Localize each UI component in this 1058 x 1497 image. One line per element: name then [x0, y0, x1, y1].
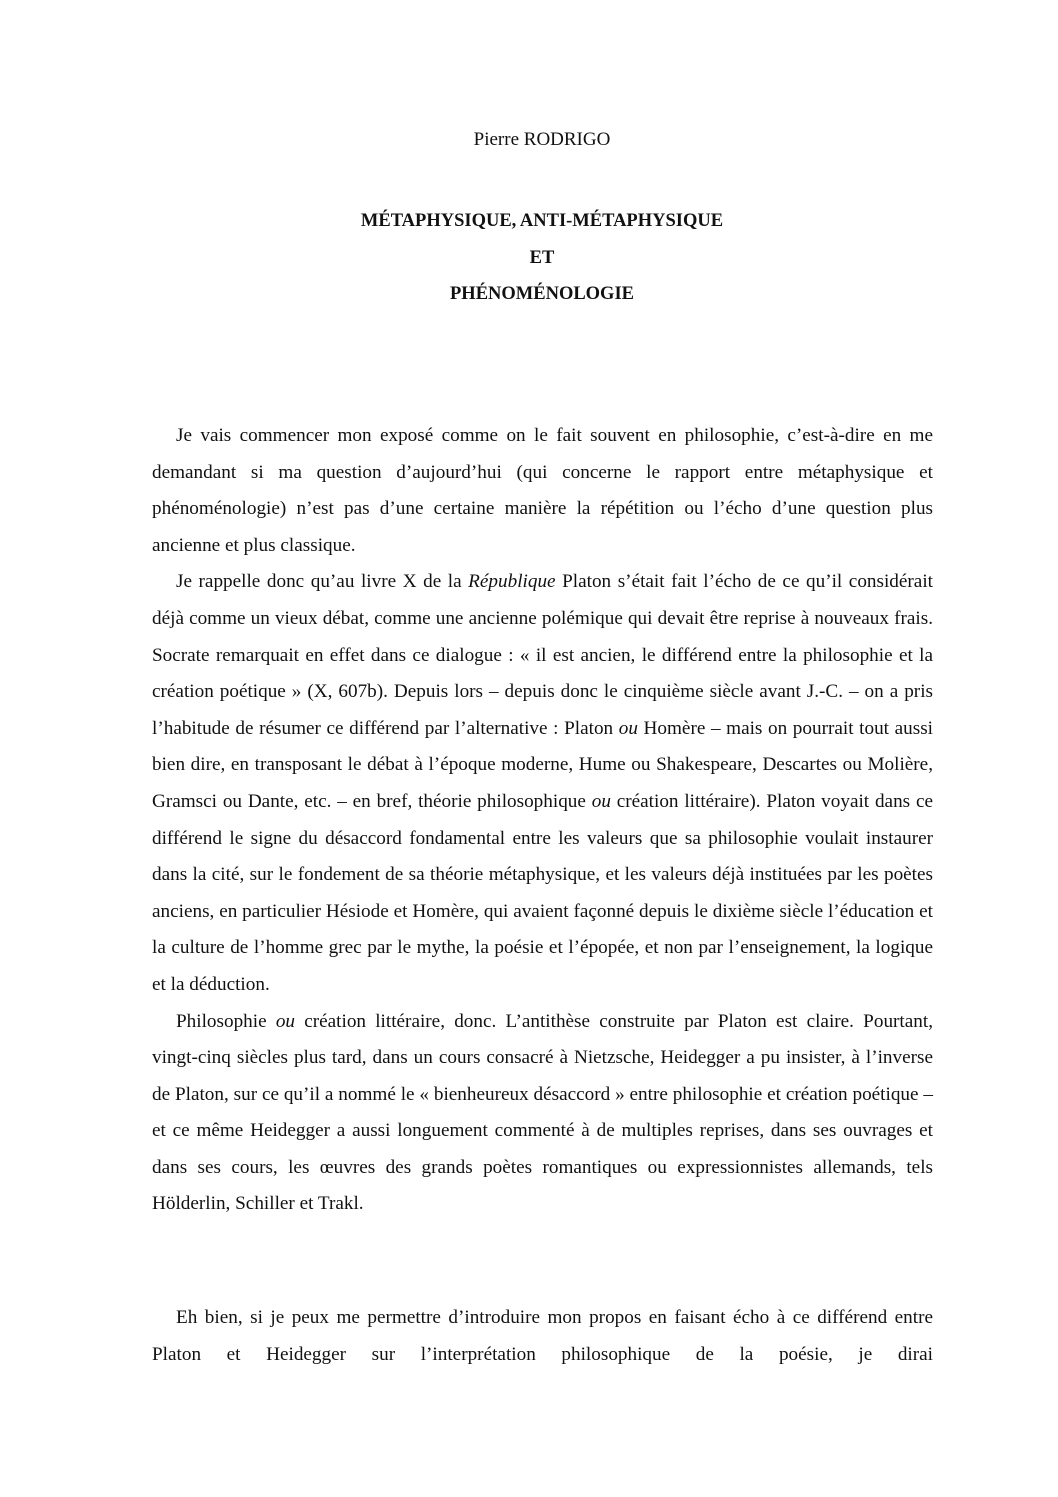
paragraph-2-text: création littéraire). Platon voyait dans ce différend le signe du désaccord fondamental entre les valeurs que sa philosophie voulait instaurer dans la cité, sur le fondement de sa théorie métaphysique, et les valeurs déjà instituées par les poètes anciens, en particulier Hésiode et Homère, qui avaient façonné depuis le dixième siècle l’éducation et la culture de l’homme grec par le mythe, la poésie et l’épopée, et non par l’enseignement, la logique et la déduction.	[152, 790, 933, 995]
paragraph-1: Je vais commencer mon exposé comme on le fait souvent en philosophie, c’est-à-dire en me demandant si ma question d’aujourd’hui (qui concerne le rapport entre métaphysique et phénoménologie) n’est pas d’une certaine manière la répétition ou l’écho d’une question plus ancienne et plus classique.	[152, 425, 933, 556]
body-text-block	[152, 418, 933, 1223]
body-text-block	[152, 1300, 933, 1373]
title-line-3: PHÉNOMÉNOLOGIE	[450, 284, 634, 304]
author-name: Pierre RODRIGO	[473, 129, 611, 150]
paragraph-2-text: Platon s’était fait l’écho de ce qu’il considérait déjà comme un vieux débat, comme une ancienne polémique qui devait être reprise à nouveaux frais. Socrate remarquait en effet dans ce dialogue : « il est ancien, le différend entre la philosophie et la création poétique » (X, 607b). Depuis lors – depuis donc le cinquième siècle avant J.-C. – on a pris l’habitude de résumer ce différend par l’alternative : Platon	[152, 571, 933, 739]
paragraph-2-italic: ou	[618, 717, 638, 739]
paragraph-3-text: Philosophie	[176, 1010, 276, 1032]
paragraph-4: Eh bien, si je peux me permettre d’introduire mon propos en faisant écho à ce différend entre Platon et Heidegger sur l’interprétation philosophique de la poésie, je dirai	[152, 1307, 933, 1365]
paragraph-3-text: création littéraire, donc. L’antithèse construite par Platon est claire. Pourtant, vingt-cinq siècles plus tard, dans un cours consacré à Nietzsche, Heidegger a pu insister, à l’inverse de Platon, sur ce qu’il a nommé le « bienheureux désaccord » entre philosophie et création poétique – et ce même Heidegger a aussi longuement commenté à de multiples reprises, dans ses ouvrages et dans ses cours, les œuvres des grands poètes romantiques ou expressionnistes allemands, tels Hölderlin, Schiller et Trakl.	[152, 1010, 933, 1215]
title-line-2: ET	[529, 247, 555, 268]
paragraph-2	[152, 564, 933, 1003]
paragraph-3-italic: ou	[275, 1010, 296, 1032]
paragraph-2-italic: République	[468, 571, 556, 593]
paragraph-2-italic: ou	[591, 790, 611, 812]
paragraph-2-text: Homère – mais on pourrait tout aussi bien dire, en transposant le débat à l’époque moderne, Hume ou Shakespeare, Descartes ou Molière, Gramsci ou Dante, etc. – en bref, théorie philosophique	[152, 717, 933, 812]
document-title	[0, 203, 1058, 313]
paragraph-2-text: Je rappelle donc qu’au livre X de la	[176, 571, 469, 593]
paragraph-3	[152, 1004, 933, 1224]
title-line-1: MÉTAPHYSIQUE, ANTI-MÉTAPHYSIQUE	[360, 211, 724, 231]
